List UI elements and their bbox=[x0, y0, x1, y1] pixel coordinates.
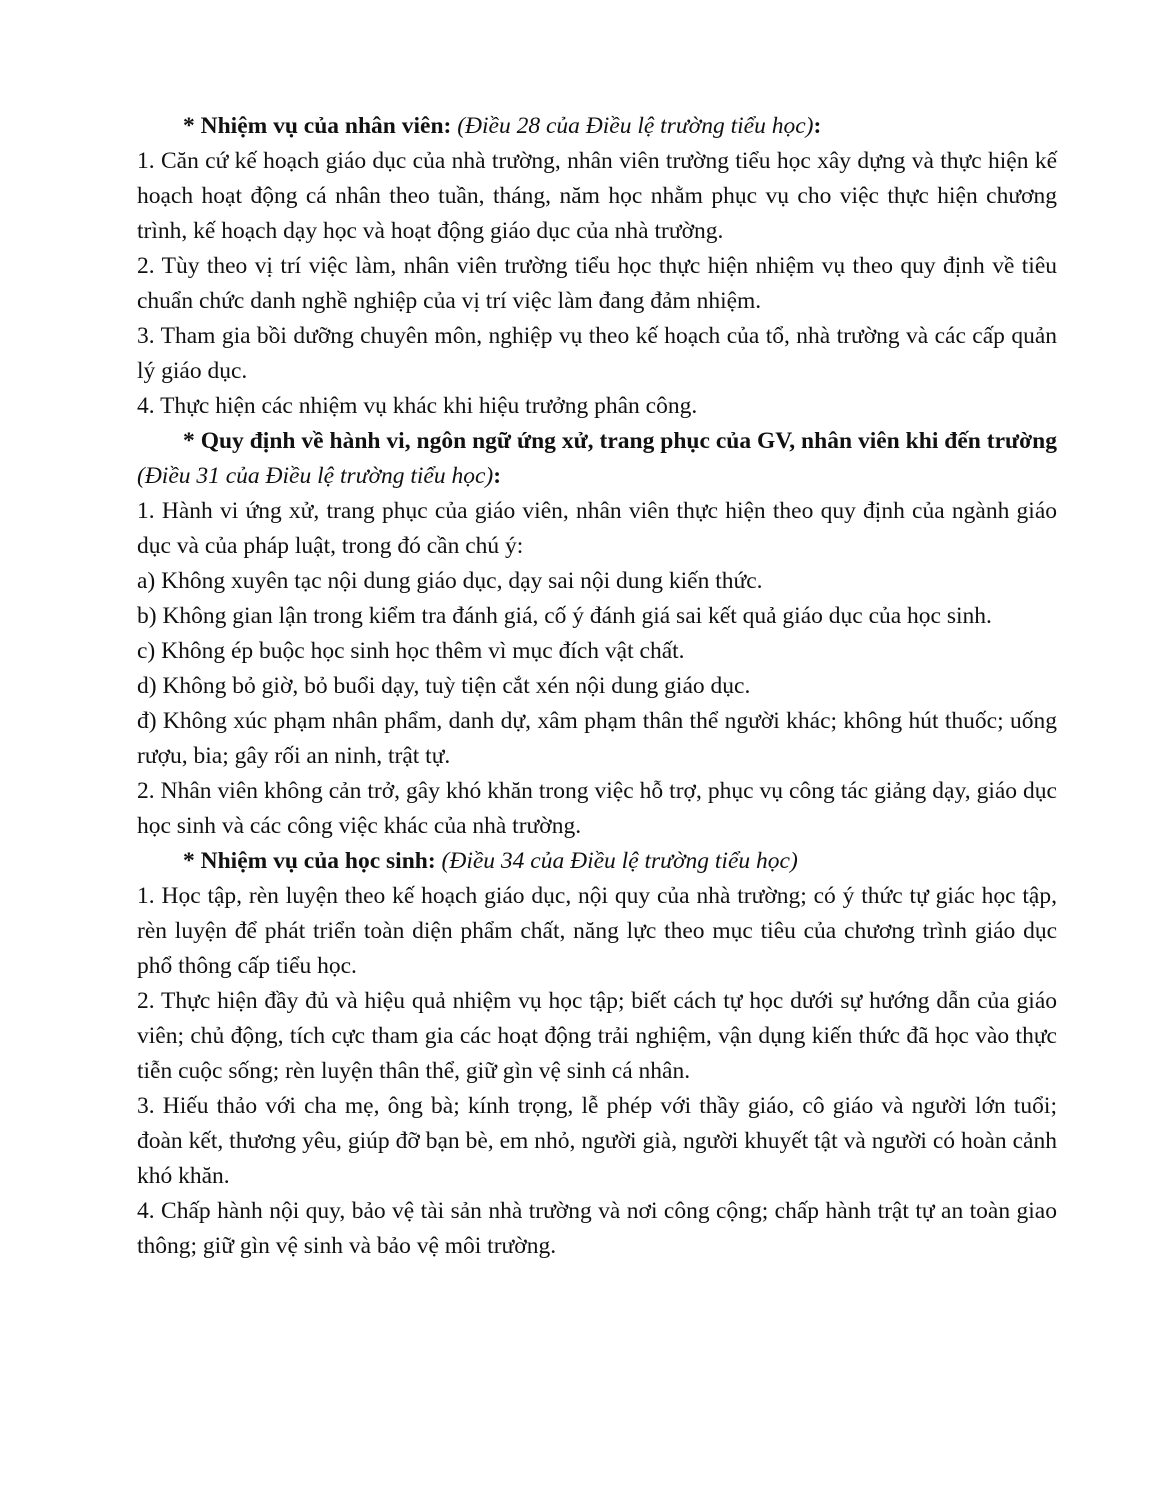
list-item: 2. Thực hiện đầy đủ và hiệu quả nhiệm vụ học tập; biết cách tự học dưới sự hướng dẫn của giáo viên; chủ động, tích cực tham gia các hoạt động trải nghiệm, vận dụng kiến thức đã học vào thực tiễn cuộc sống; rèn luyện thân thể, giữ gìn vệ sinh cá nhân. bbox=[137, 988, 1057, 1084]
list-item: 2. Nhân viên không cản trở, gây khó khăn trong việc hỗ trợ, phục vụ công tác giảng dạy, giáo dục học sinh và các công việc khác của nhà trường. bbox=[137, 778, 1057, 839]
section-title: * Quy định về hành vi, ngôn ngữ ứng xử, trang phục của GV, nhân viên khi đến trường bbox=[183, 428, 1057, 454]
list-item: b) Không gian lận trong kiểm tra đánh giá, cố ý đánh giá sai kết quả giáo dục của học sinh. bbox=[137, 603, 992, 629]
section-title: * Nhiệm vụ của nhân viên: bbox=[183, 113, 452, 139]
section-reference: (Điều 34 của Điều lệ trường tiểu học) bbox=[441, 848, 798, 874]
list-item: 3. Hiếu thảo với cha mẹ, ông bà; kính trọng, lễ phép với thầy giáo, cô giáo và người lớn tuổi; đoàn kết, thương yêu, giúp đỡ bạn bè, em nhỏ, người già, người khuyết tật và người có hoàn cảnh khó khăn. bbox=[137, 1093, 1057, 1189]
list-item: 2. Tùy theo vị trí việc làm, nhân viên trường tiểu học thực hiện nhiệm vụ theo quy định về tiêu chuẩn chức danh nghề nghiệp của vị trí việc làm đang đảm nhiệm. bbox=[137, 253, 1057, 314]
document-body bbox=[137, 109, 1057, 1264]
list-item: 1. Học tập, rèn luyện theo kế hoạch giáo dục, nội quy của nhà trường; có ý thức tự giác học tập, rèn luyện để phát triển toàn diện phẩm chất, năng lực theo mục tiêu của chương trình giáo dục phổ thông cấp tiểu học. bbox=[137, 883, 1057, 979]
list-item: 4. Thực hiện các nhiệm vụ khác khi hiệu trưởng phân công. bbox=[137, 393, 698, 419]
list-item: 3. Tham gia bồi dưỡng chuyên môn, nghiệp vụ theo kế hoạch của tổ, nhà trường và các cấp quản lý giáo dục. bbox=[137, 323, 1057, 384]
list-item: 1. Căn cứ kế hoạch giáo dục của nhà trường, nhân viên trường tiểu học xây dựng và thực hiện kế hoạch hoạt động cá nhân theo tuần, tháng, năm học nhằm phục vụ cho việc thực hiện chương trình, kế hoạch dạy học và hoạt động giáo dục của nhà trường. bbox=[137, 148, 1057, 244]
section-heading-conduct-rules bbox=[137, 424, 1057, 494]
list-item: d) Không bỏ giờ, bỏ buổi dạy, tuỳ tiện cắt xén nội dung giáo dục. bbox=[137, 673, 751, 699]
section-heading-student-duties bbox=[137, 844, 1057, 879]
section-title: * Nhiệm vụ của học sinh: bbox=[183, 848, 436, 874]
list-item: 1. Hành vi ứng xử, trang phục của giáo viên, nhân viên thực hiện theo quy định của ngành giáo dục và của pháp luật, trong đó cần chú ý: bbox=[137, 498, 1057, 559]
list-item: đ) Không xúc phạm nhân phẩm, danh dự, xâm phạm thân thể người khác; không hút thuốc; uống rượu, bia; gây rối an ninh, trật tự. bbox=[137, 708, 1057, 769]
list-item: a) Không xuyên tạc nội dung giáo dục, dạy sai nội dung kiến thức. bbox=[137, 568, 763, 594]
list-item: c) Không ép buộc học sinh học thêm vì mục đích vật chất. bbox=[137, 638, 685, 664]
section-title-tail: : bbox=[813, 113, 822, 139]
section-reference: (Điều 28 của Điều lệ trường tiểu học) bbox=[457, 113, 814, 139]
list-item: 4. Chấp hành nội quy, bảo vệ tài sản nhà trường và nơi công cộng; chấp hành trật tự an toàn giao thông; giữ gìn vệ sinh và bảo vệ môi trường. bbox=[137, 1198, 1057, 1259]
section-title-tail: : bbox=[493, 463, 502, 489]
section-heading-staff-duties bbox=[137, 109, 1057, 144]
section-reference: (Điều 31 của Điều lệ trường tiểu học) bbox=[137, 463, 494, 489]
